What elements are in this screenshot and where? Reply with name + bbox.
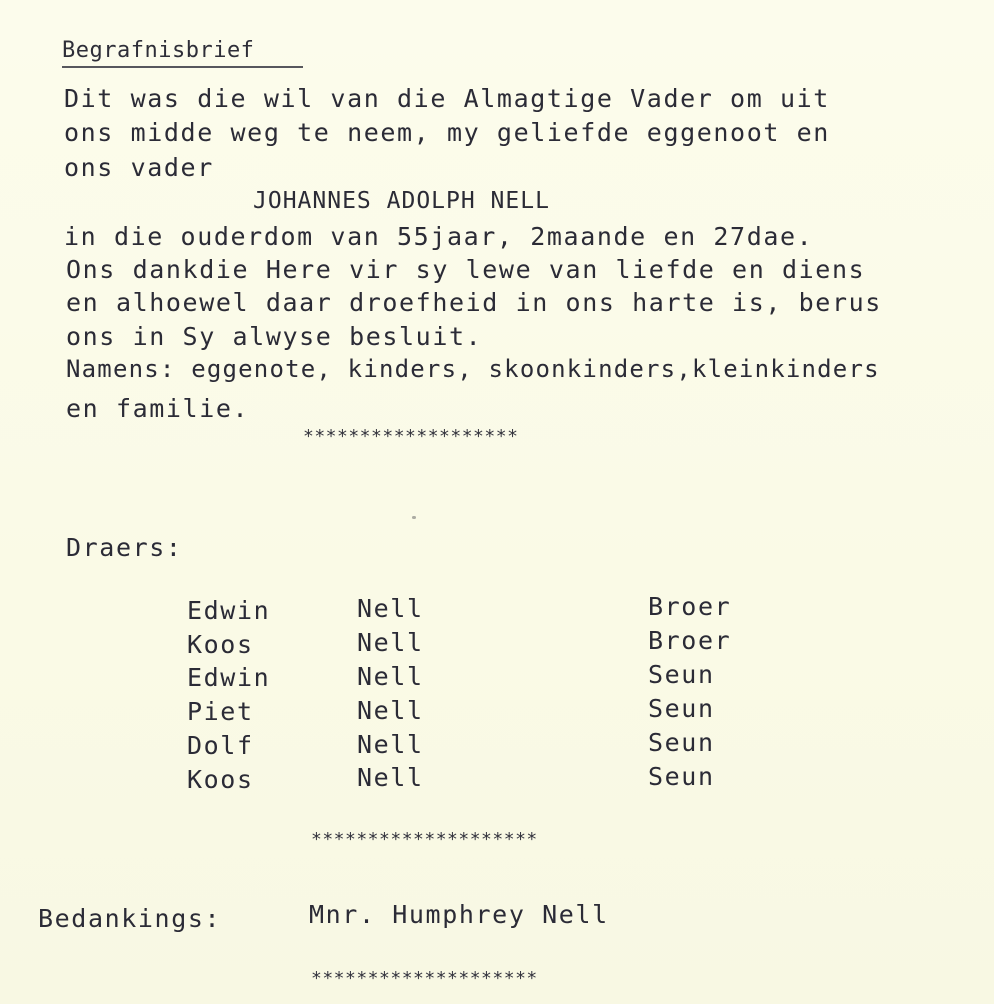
draer-relation: Broer — [648, 626, 732, 655]
body-line: Namens: eggenote, kinders, skoonkinders,kleinkinders — [66, 355, 880, 383]
separator-stars: ******************** — [311, 829, 538, 850]
draer-first-name: Edwin — [187, 596, 271, 625]
draers-label: Draers: — [66, 533, 183, 562]
body-line: ons vader — [64, 153, 214, 182]
body-line: en alhoewel daar droefheid in ons harte is, berus — [66, 288, 882, 317]
separator-stars: ******************* — [303, 426, 519, 447]
body-line: Ons dankdie Here vir sy lewe van liefde en diens — [66, 255, 866, 284]
draer-relation: Broer — [648, 592, 732, 621]
draer-last-name: Nell — [357, 730, 424, 759]
draer-first-name: Koos — [187, 630, 254, 659]
draer-last-name: Nell — [357, 628, 424, 657]
draer-last-name: Nell — [357, 696, 424, 725]
deceased-name: JOHANNES ADOLPH NELL — [253, 188, 550, 214]
bedankings-name: Mnr. Humphrey Nell — [309, 900, 609, 929]
draer-first-name: Piet — [187, 697, 254, 726]
paper-speck — [412, 516, 416, 519]
draer-first-name: Dolf — [187, 731, 254, 760]
heading-underline — [62, 66, 303, 68]
bedankings-label: Bedankings: — [38, 904, 222, 933]
draer-first-name: Edwin — [187, 663, 271, 692]
draer-relation: Seun — [648, 728, 715, 757]
body-line: Dit was die wil van die Almagtige Vader om uit — [64, 84, 830, 113]
draer-last-name: Nell — [357, 662, 424, 691]
document-heading: Begrafnisbrief — [62, 38, 255, 63]
draer-relation: Seun — [648, 694, 715, 723]
separator-stars: ******************** — [311, 968, 538, 989]
draer-last-name: Nell — [357, 763, 424, 792]
draer-relation: Seun — [648, 660, 715, 689]
body-line: ons midde weg te neem, my geliefde eggenoot en — [64, 118, 830, 147]
draer-relation: Seun — [648, 762, 715, 791]
draer-first-name: Koos — [187, 765, 254, 794]
body-line: in die ouderdom van 55jaar, 2maande en 27dae. — [64, 222, 814, 251]
draer-last-name: Nell — [357, 594, 424, 623]
body-line: en familie. — [66, 394, 250, 423]
body-line: ons in Sy alwyse besluit. — [66, 322, 483, 351]
